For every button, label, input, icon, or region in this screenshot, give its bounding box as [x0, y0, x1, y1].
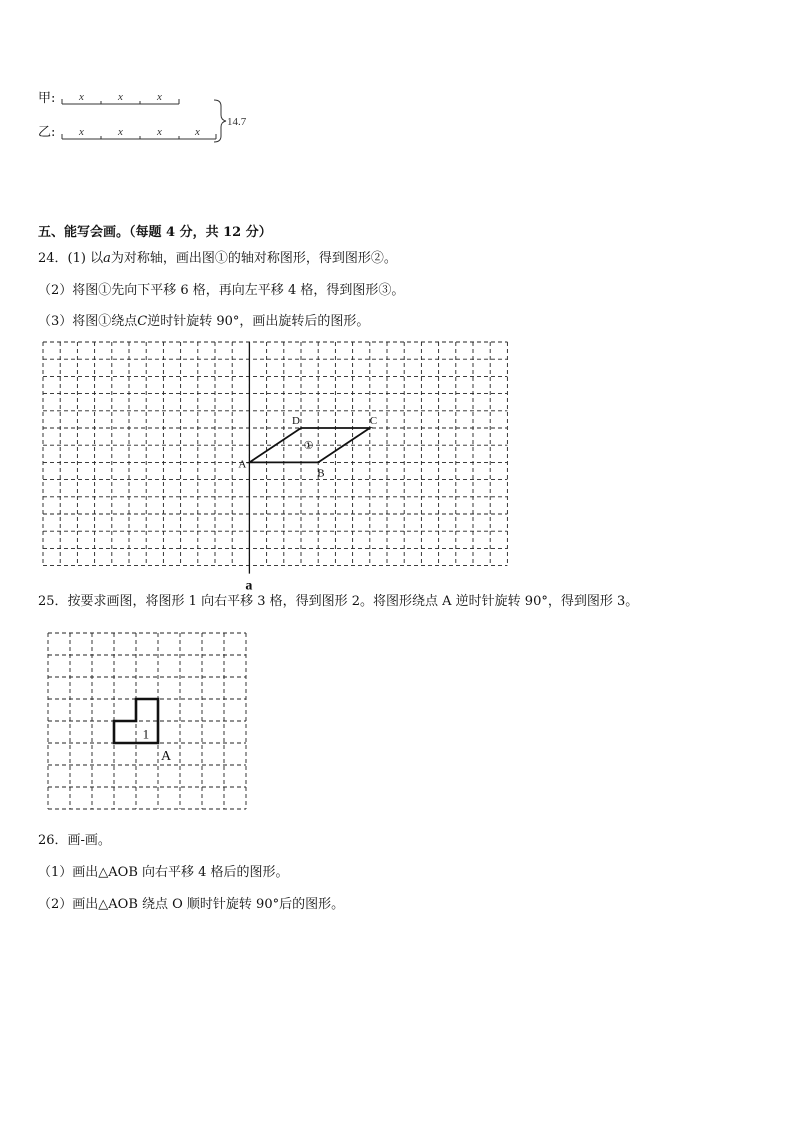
q26-line1: （1）画出△AOB 向右平移 4 格后的图形。 [38, 865, 289, 880]
segment-lines [38, 88, 278, 148]
q24-line1 [38, 251, 397, 267]
yi-mark: x [157, 126, 162, 138]
q24-line3 [38, 314, 369, 330]
q24-line3-a: （3）将图①绕点 [38, 314, 138, 329]
q25-grid [0, 620, 300, 820]
q24-line1-b: 为对称轴，画出图①的轴对称图形，得到图形②。 [110, 251, 397, 266]
shape-figure-1 [114, 699, 158, 743]
figure-label: ① [303, 440, 314, 453]
jia-mark: x [118, 91, 123, 103]
jia-mark: x [79, 91, 84, 103]
grid-lines [43, 342, 507, 566]
q26-line2: （2）画出△AOB 绕点 O 顺时针旋转 90°后的图形。 [38, 897, 345, 912]
yi-mark: x [79, 126, 84, 138]
jia-label: 甲: [38, 91, 56, 106]
segment-diagram [38, 88, 278, 148]
yi-label: 乙: [38, 125, 56, 140]
q24-line3-b: 逆时针旋转 90°，画出旋转后的图形。 [147, 314, 370, 329]
shape-label: 1 [142, 726, 150, 742]
jia-mark: x [157, 91, 162, 103]
q26-title: 26．画-画。 [38, 833, 111, 848]
grid-lines [48, 633, 246, 809]
q24-point-var: C [137, 314, 148, 329]
vertex-label-c: C [369, 415, 378, 427]
total-value: 14.7 [227, 116, 247, 128]
q24-grid [0, 330, 560, 590]
q24-line2: （2）将图①先向下平移 6 格，再向左平移 4 格，得到图形③。 [38, 283, 405, 298]
q24-axis-var: a [103, 251, 111, 266]
q25-text: 25．按要求画图，将图形 1 向右平移 3 格，得到图形 2。将图形绕点 A 逆时针旋转 90°，得到图形 3。 [38, 594, 639, 609]
axis-label: a [245, 578, 253, 590]
vertex-label-a: A [238, 458, 247, 471]
q24-line1-a: 24．(1) 以 [38, 251, 104, 266]
point-label-a: A [161, 749, 172, 764]
yi-mark: x [118, 126, 123, 138]
yi-mark: x [195, 126, 200, 138]
section-title: 五、能写会画。（每题 4 分，共 12 分） [38, 225, 272, 240]
vertex-label-b: B [317, 467, 325, 480]
vertex-label-d: D [292, 415, 300, 427]
